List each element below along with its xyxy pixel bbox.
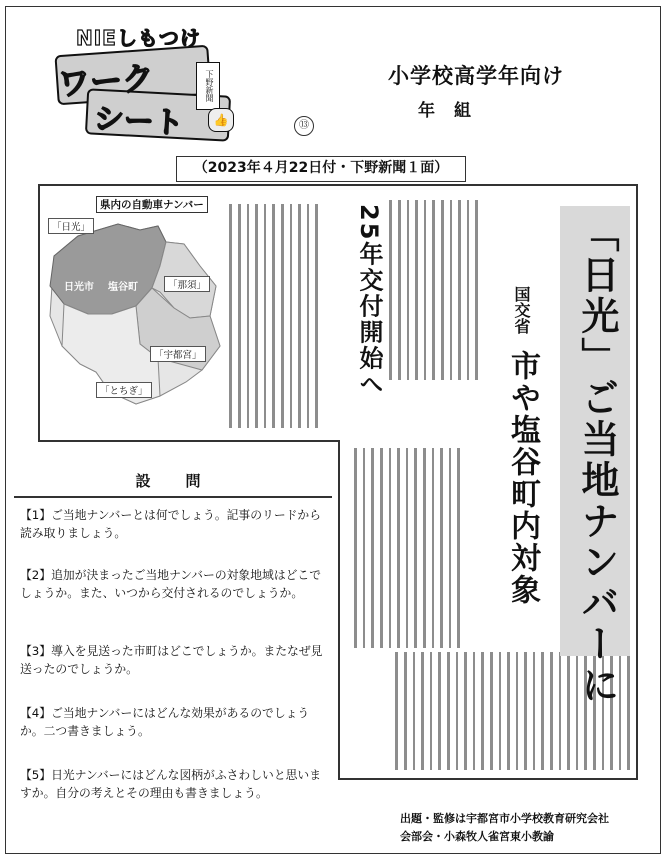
question-5: 【5】日光ナンバーにはどんな図柄がふさわしいと思いますか。自分の考えとその理由も書きましょう。	[20, 768, 322, 800]
map-title: 県内の自動車ナンバー	[96, 196, 208, 213]
sheet-number: ⑬	[294, 116, 314, 136]
article-body-col-b	[388, 200, 478, 380]
question-3: 【3】導入を見送った市町はどこでしょうか。またなぜ見送ったのでしょうか。	[20, 644, 323, 676]
article-body-col-c	[350, 448, 460, 648]
credit-line-1: 出題・監修は宇都宮市小学校教育研究会社	[400, 812, 609, 825]
article-second-headline: 25年交付開始へ	[355, 204, 383, 398]
article-body-col-a	[228, 204, 318, 428]
article-subheadline: 市や塩谷町内対象	[505, 350, 540, 606]
headline-org: 国交省	[512, 286, 531, 334]
grade-label: 小学校高学年向け	[388, 64, 564, 88]
class-line: 年 組	[418, 101, 472, 121]
article-headline: 「日光」ご当地ナンバーに	[575, 214, 619, 706]
thumbs-up-icon: 👍	[208, 108, 234, 132]
question-4: 【4】ご当地ナンバーにはどんな効果があるのでしょうか。二つ書きましょう。	[20, 706, 310, 738]
map-label-nikko-city: 日光市	[64, 282, 94, 293]
map-label-shioya-town: 塩谷町	[108, 282, 138, 293]
map-label-utsunomiya: 「宇都宮」	[150, 346, 206, 362]
brand-line2: シート	[92, 101, 185, 142]
worksheet-logo	[46, 22, 229, 142]
question-2: 【2】追加が決まったご当地ナンバーの対象地域はどこでしょうか。また、いつから交付されるのでしょうか。	[20, 568, 322, 600]
brand-tag: 下野新聞	[196, 62, 220, 110]
article-date: （2023年４月22日付・下野新聞１面）	[176, 156, 466, 182]
credit-line-2: 会部会・小森牧人雀宮東小教諭	[400, 830, 554, 843]
map-label-nikko-plate: 「日光」	[48, 218, 94, 234]
brand-top-text: NIEしもつけ	[76, 26, 201, 50]
map-label-tochigi: 「とちぎ」	[96, 382, 152, 398]
brand-line1: ワーク	[56, 58, 156, 104]
map-label-nasu: 「那須」	[164, 276, 210, 292]
question-1: 【1】ご当地ナンバーとは何でしょう。記事のリードから読み取りましょう。	[20, 508, 322, 540]
questions-title: 設 問	[135, 472, 211, 490]
